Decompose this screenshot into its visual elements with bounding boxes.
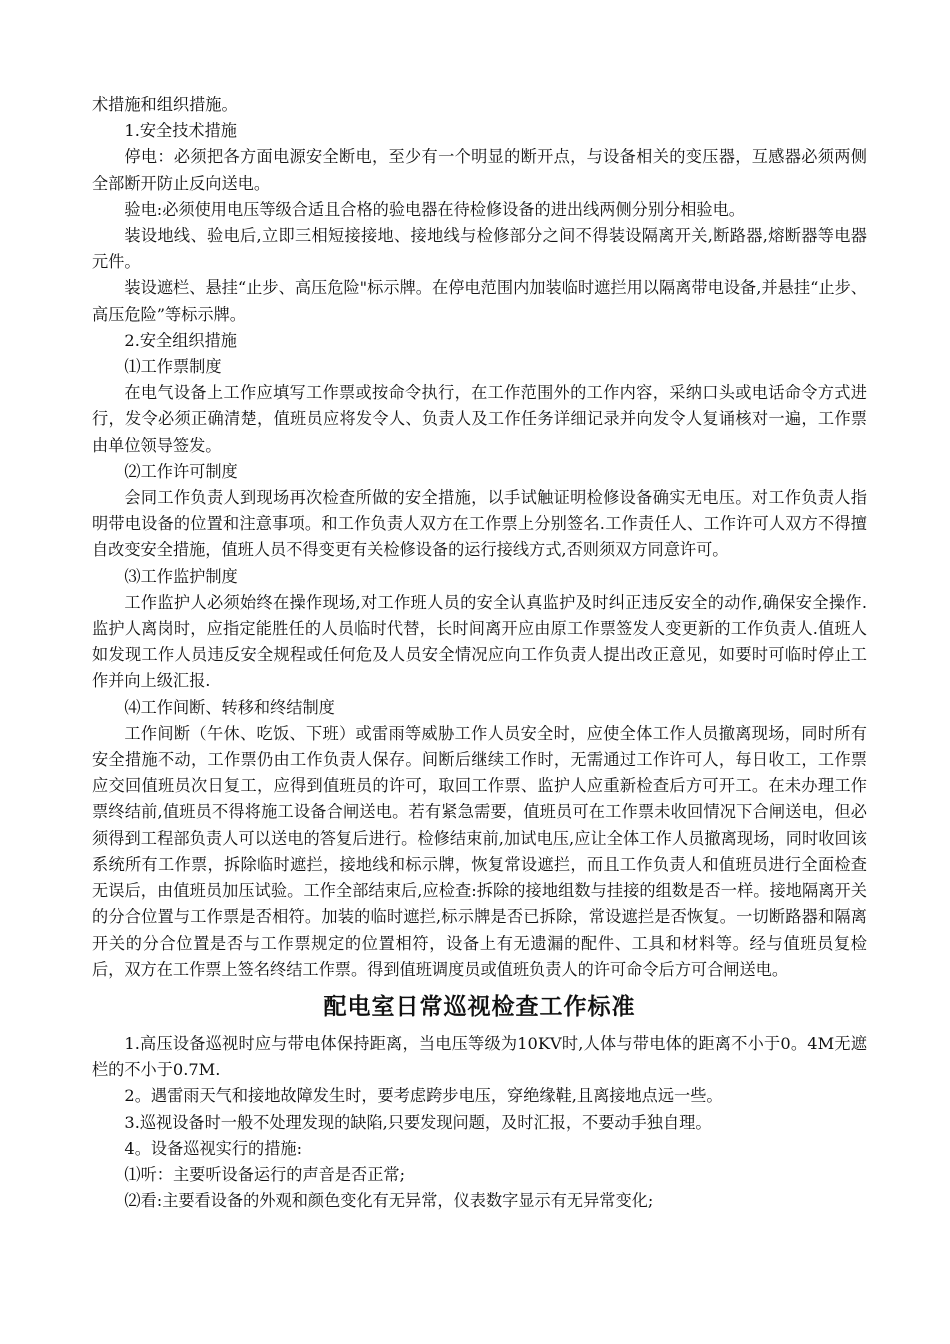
paragraph: ⑴听：主要听设备运行的声音是否正常;: [124, 1164, 406, 1184]
document-page: [92, 92, 867, 1214]
paragraph: ⑷工作间断、转移和终结制度: [124, 697, 335, 717]
paragraph: 装设遮栏、悬挂“止步、高压危险"标示牌。在停电范围内加装临时遮拦用以隔离带电设备,并悬挂“止步、高压危险”等标示牌。: [92, 278, 867, 324]
paragraph: ⑵看:主要看设备的外观和颜色变化有无异常，仪表数字显示有无异常变化;: [124, 1191, 654, 1211]
paragraph: 工作间断（午休、吃饭、下班）或雷雨等威胁工作人员安全时，应使全体工作人员撤离现场，同时所有安全措施不动，工作票仍由工作负责人保存。间断后继续工作时，无需通过工作许可人，每日收工，工作票应交回值班员次日复工，应得到值班员的许可，取回工作票、监护人应重新检查后方可开工。在未办理工作票终结前,值班员不得将施工设备合闸送电。若有紧急需要，值班员可在工作票未收回情况下合闸送电，但必须得到工程部负责人可以送电的答复后进行。检修结束前,加试电压,应让全体工作人员撤离现场，同时收回该系统所有工作票，拆除临时遮拦，接地线和标示牌，恢复常设遮拦，而且工作负责人和值班员进行全面检查无误后，由值班员加压试验。工作全部结束后,应检查:拆除的接地组数与挂接的组数是否一样。接地隔离开关的分合位置与工作票是否相符。加装的临时遮拦,标示牌是否已拆除，常设遮拦是否恢复。一切断路器和隔离开关的分合位置是否与工作票规定的位置相符，设备上有无遗漏的配件、工具和材料等。经与值班员复检后，双方在工作票上签名终结工作票。得到值班调度员或值班负责人的许可命令后方可合闸送电。: [92, 723, 867, 979]
paragraph: 在电气设备上工作应填写工作票或按命令执行，在工作范围外的工作内容，采纳口头或电话命令方式进行，发令必须正确清楚，值班员应将发令人、负责人及工作任务详细记录并向发令人复诵核对一遍，工作票由单位领导签发。: [92, 383, 867, 455]
section-title: 配电室日常巡视检查工作标准: [323, 993, 636, 1020]
paragraph: 会同工作负责人到现场再次检查所做的安全措施，以手试触证明检修设备确实无电压。对工作负责人指明带电设备的位置和注意事项。和工作负责人双方在工作票上分别签名.工作责任人、工作许可人双方不得擅自改变安全措施，值班人员不得变更有关检修设备的运行接线方式,否则须双方同意许可。: [92, 488, 867, 560]
inspection-standard-section: [92, 1031, 867, 1214]
paragraph: 2。遇雷雨天气和接地故障发生时，要考虑跨步电压，穿绝缘鞋,且离接地点远一些。: [124, 1086, 723, 1106]
paragraph: 3.巡视设备时一般不处理发现的缺陷,只要发现问题，及时汇报，不要动手独自理。: [124, 1112, 712, 1132]
paragraph: 术措施和组织措施。: [92, 95, 238, 114]
paragraph: ⑴工作票制度: [124, 357, 222, 377]
paragraph: 4。设备巡视实行的措施:: [124, 1138, 303, 1158]
paragraph: ⑶工作监护制度: [124, 566, 238, 586]
safety-measures-section: [92, 92, 867, 983]
paragraph: 2.安全组织措施: [124, 330, 237, 350]
paragraph: 1.安全技术措施: [124, 121, 237, 141]
paragraph: 1.高压设备巡视时应与带电体保持距离，当电压等级为10KV时,人体与带电体的距离不小于0。4M无遮栏的不小于0.7M.: [92, 1033, 867, 1080]
paragraph: 验电:必须使用电压等级合适且合格的验电器在待检修设备的进出线两侧分别分相验电。: [124, 199, 745, 219]
paragraph: 工作监护人必须始终在操作现场,对工作班人员的安全认真监护及时纠正违反安全的动作,确保安全操作.监护人离岗时，应指定能胜任的人员临时代替，长时间离开应由原工作票签发人变更新的工作负责人.值班人如发现工作人员违反安全规程或任何危及人员安全情况应向工作负责人提出改正意见，如要时可临时停止工作并向上级汇报.: [92, 592, 867, 691]
paragraph: ⑵工作许可制度: [124, 461, 238, 481]
paragraph: 装设地线、验电后,立即三相短接接地、接地线与检修部分之间不得装设隔离开关,断路器,熔断器等电器元件。: [92, 226, 867, 272]
paragraph: 停电：必须把各方面电源安全断电，至少有一个明显的断开点，与设备相关的变压器，互感器必须两侧全部断开防止反向送电。: [92, 147, 867, 193]
